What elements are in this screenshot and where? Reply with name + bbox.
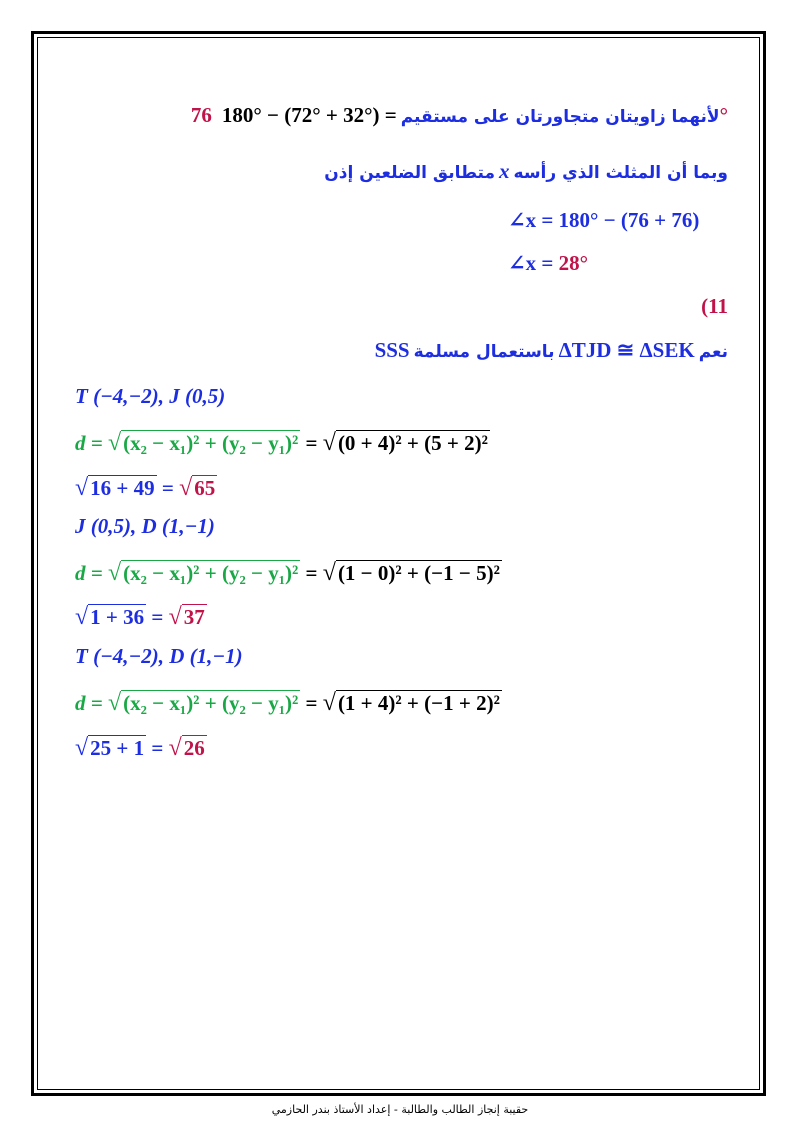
distance-formula-1 bbox=[75, 430, 490, 457]
sqrt-icon: √ bbox=[107, 430, 122, 456]
sqrt-icon: √ bbox=[107, 690, 122, 716]
triangle-statement bbox=[324, 159, 728, 184]
distance-result-1 bbox=[75, 475, 217, 502]
points2-text: J (0,5), D (1,−1) bbox=[75, 514, 215, 538]
points-j-d bbox=[75, 514, 215, 539]
sqrt-icon: √ bbox=[75, 604, 89, 630]
sqrt-icon: √ bbox=[322, 690, 336, 716]
sqrt-icon: √ bbox=[322, 560, 336, 586]
angle-line-1 bbox=[191, 103, 728, 128]
line4-value: 28° bbox=[558, 251, 588, 275]
dist1-formula: (x₂ − x₁)² + (y₂ − y₁)² bbox=[123, 431, 299, 455]
points-t-d bbox=[75, 644, 243, 669]
line5-yes: نعم bbox=[698, 342, 728, 362]
line1-expr: = (°32 + °72) − °180 bbox=[221, 103, 397, 127]
line2-text-a: وبما أن المثلث الذي رأسه bbox=[513, 163, 728, 183]
sqrt-icon: √ bbox=[168, 735, 182, 761]
line2-var-x: x bbox=[499, 159, 510, 183]
result2-eq: = bbox=[151, 605, 164, 629]
line5-sss: SSS bbox=[374, 338, 410, 362]
points1-text: T (−4,−2), J (0,5) bbox=[75, 384, 226, 408]
line3-text: ∠x = 180° − (76 + 76) bbox=[508, 208, 700, 232]
points3-text: T (−4,−2), D (1,−1) bbox=[75, 644, 243, 668]
sqrt-icon: √ bbox=[322, 430, 336, 456]
line2-text-b: متطابق الضلعين إذن bbox=[324, 163, 496, 183]
result3-lhs: 25 + 1 bbox=[90, 736, 145, 760]
sqrt-icon: √ bbox=[168, 604, 182, 630]
angle-x-equation bbox=[508, 207, 699, 233]
line5-text: باستعمال مسلمة bbox=[413, 342, 555, 362]
sqrt-icon: √ bbox=[75, 475, 89, 501]
points-t-j bbox=[75, 384, 225, 409]
page-footer: حقيبة إنجاز الطالب والطالبة - إعداد الأستاذ بندر الحازمي bbox=[271, 1103, 529, 1116]
dist1-subst: (0 + 4)² + (5 + 2)² bbox=[337, 431, 488, 455]
dist2-subst: (1 − 0)² + (−1 − 5)² bbox=[337, 561, 500, 585]
result1-lhs: 16 + 49 bbox=[90, 476, 155, 500]
sqrt-icon: √ bbox=[179, 475, 193, 501]
dist1-eq: = bbox=[305, 431, 318, 455]
dist2-d: d = bbox=[75, 561, 103, 585]
distance-formula-3 bbox=[75, 690, 502, 717]
line4-lhs: ∠x = bbox=[508, 251, 559, 275]
distance-formula-2 bbox=[75, 560, 502, 587]
dist3-subst: (1 + 4)² + (−1 + 2)² bbox=[337, 691, 500, 715]
line5-congruence: ΔTJD ≅ ΔSEK bbox=[558, 338, 695, 362]
result2-lhs: 1 + 36 bbox=[90, 605, 145, 629]
sqrt-icon: √ bbox=[107, 560, 122, 586]
distance-result-3 bbox=[75, 735, 207, 762]
result3-eq: = bbox=[151, 736, 164, 760]
congruence-statement bbox=[375, 338, 728, 363]
dist3-formula: (x₂ − x₁)² + (y₂ − y₁)² bbox=[123, 691, 299, 715]
angle-x-result bbox=[508, 250, 588, 276]
result2-value: 37 bbox=[183, 605, 205, 629]
dist3-d: d = bbox=[75, 691, 103, 715]
sqrt-icon: √ bbox=[75, 735, 89, 761]
dist3-eq: = bbox=[305, 691, 318, 715]
dist2-eq: = bbox=[305, 561, 318, 585]
dist1-d: d = bbox=[75, 431, 103, 455]
result3-value: 26 bbox=[183, 736, 205, 760]
result1-eq: = bbox=[161, 476, 174, 500]
line1-value: 76° bbox=[190, 103, 728, 127]
line1-text: لأنهما زاويتان متجاورتان على مستقيم bbox=[400, 107, 720, 127]
question-number: (11 bbox=[701, 294, 728, 318]
result1-value: 65 bbox=[194, 476, 216, 500]
distance-result-2 bbox=[75, 604, 207, 631]
dist2-formula: (x₂ − x₁)² + (y₂ − y₁)² bbox=[123, 561, 299, 585]
